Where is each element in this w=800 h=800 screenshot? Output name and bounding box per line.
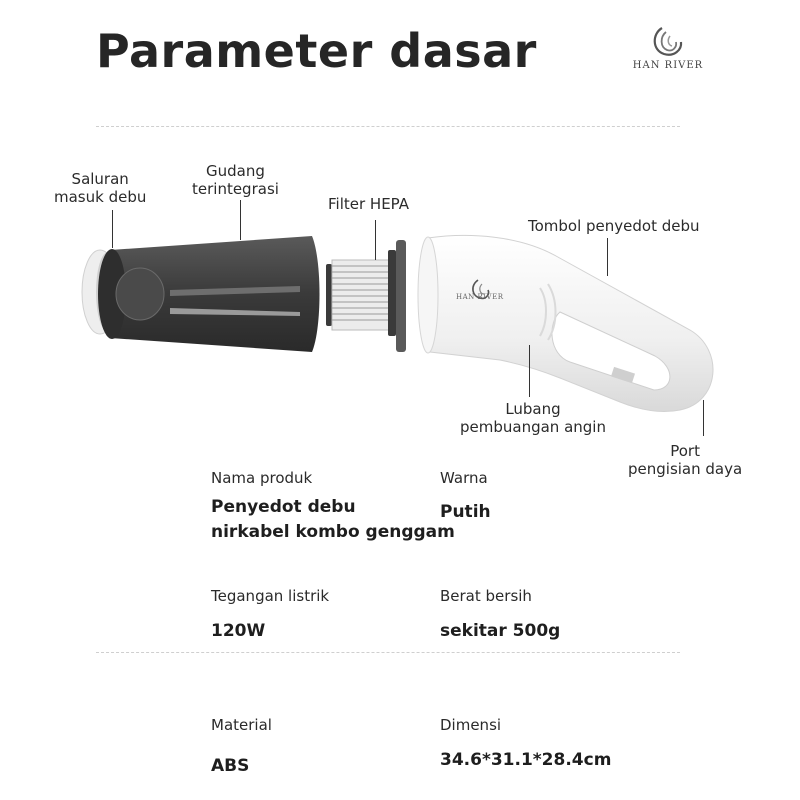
callout-storage-line1: Gudang xyxy=(206,162,265,180)
brand-name: HAN RIVER xyxy=(632,60,704,71)
leader-button xyxy=(607,238,608,276)
spec-value-product-name-line1: Penyedot debu xyxy=(211,497,356,517)
leader-charging xyxy=(703,400,704,436)
handle-brand-label: HAN RIVER xyxy=(456,293,504,301)
callout-button: Tombol penyedot debu xyxy=(528,217,700,235)
hepa-filter xyxy=(326,240,406,352)
callout-charging-line1: Port xyxy=(670,442,700,460)
spec-label-dimension: Dimensi xyxy=(440,716,502,734)
spec-label-voltage: Tegangan listrik xyxy=(211,587,330,605)
callout-charging xyxy=(628,442,742,478)
spec-value-material: ABS xyxy=(211,756,250,776)
dust-cup xyxy=(98,236,320,352)
divider-specs xyxy=(96,652,680,653)
spec-label-material: Material xyxy=(211,716,272,734)
spec-value-color: Putih xyxy=(440,502,491,522)
spec-value-product-name xyxy=(211,495,455,545)
brand-logo xyxy=(626,24,710,71)
callout-storage xyxy=(192,162,279,198)
spec-label-color: Warna xyxy=(440,469,488,487)
spec-value-voltage: 120W xyxy=(211,621,266,641)
leader-hepa xyxy=(375,220,376,260)
spec-value-weight: sekitar 500g xyxy=(440,621,561,641)
vacuum-body xyxy=(418,235,713,411)
divider-top xyxy=(96,126,680,127)
spec-label-weight: Berat bersih xyxy=(440,587,532,605)
leader-dust-inlet xyxy=(112,210,113,248)
page-title: Parameter dasar xyxy=(96,24,537,78)
brand-swirl-icon xyxy=(648,24,688,58)
callout-dust-inlet-line2: masuk debu xyxy=(54,188,147,206)
callout-exhaust xyxy=(460,400,606,436)
callout-dust-inlet xyxy=(54,170,146,206)
callout-exhaust-line2: pembuangan angin xyxy=(460,418,606,436)
spec-value-product-name-line2: nirkabel kombo genggam xyxy=(211,522,455,542)
leader-exhaust xyxy=(529,345,530,397)
callout-charging-line2: pengisian daya xyxy=(628,460,743,478)
callout-dust-inlet-line1: Saluran xyxy=(71,170,129,188)
spec-value-dimension: 34.6*31.1*28.4cm xyxy=(440,750,612,770)
callout-storage-line2: terintegrasi xyxy=(192,180,279,198)
callout-hepa: Filter HEPA xyxy=(328,195,410,213)
leader-storage xyxy=(240,200,241,240)
callout-exhaust-line1: Lubang xyxy=(505,400,561,418)
spec-label-product-name: Nama produk xyxy=(211,469,313,487)
